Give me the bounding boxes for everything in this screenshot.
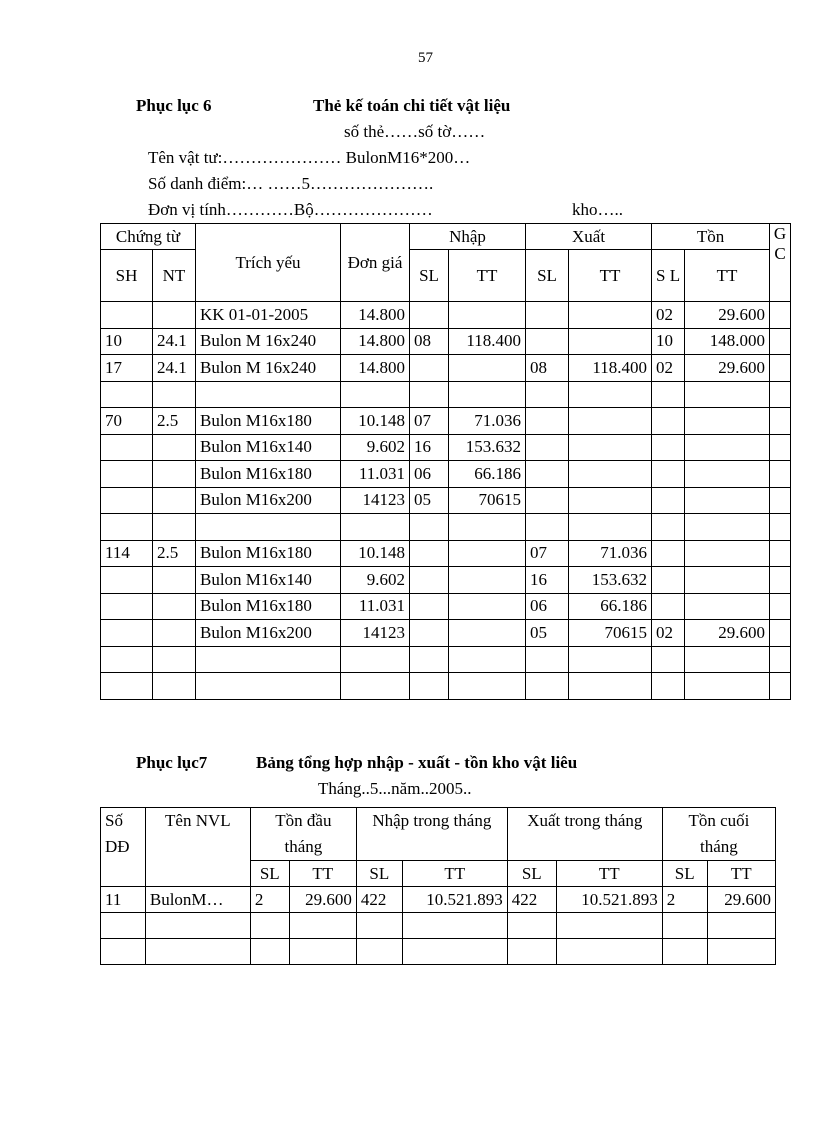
cell-price xyxy=(341,646,410,673)
header-export-sl: SL xyxy=(526,250,569,302)
cell-sh xyxy=(101,646,153,673)
cell-gc xyxy=(770,567,791,594)
cell-out-sl xyxy=(526,646,569,673)
cell-in-sl xyxy=(410,593,449,620)
cell-in-sl: 422 xyxy=(356,887,402,913)
cell-in-sl xyxy=(356,913,402,939)
cell-in-tt xyxy=(449,593,526,620)
cell-out-tt xyxy=(569,381,652,408)
cell-in-tt xyxy=(449,673,526,700)
header-nt: NT xyxy=(153,250,196,302)
summary-table xyxy=(100,807,776,965)
cell-nt xyxy=(153,567,196,594)
cell-out-tt: 10.521.893 xyxy=(556,887,662,913)
cell-price: 14123 xyxy=(341,620,410,647)
item-code-line: Số danh điểm:… ……5…………………. xyxy=(148,174,434,193)
header-stock: Tồn xyxy=(652,224,770,250)
cell-st-tt xyxy=(685,514,770,541)
cell-cl-sl: 2 xyxy=(662,887,707,913)
cell-in-tt xyxy=(449,302,526,329)
cell-in-tt xyxy=(449,381,526,408)
cell-st-sl xyxy=(652,514,685,541)
cell-desc xyxy=(196,381,341,408)
cell-nt xyxy=(153,620,196,647)
header-export-tt: TT xyxy=(569,250,652,302)
cell-out-sl: 08 xyxy=(526,355,569,382)
cell-price: 10.148 xyxy=(341,408,410,435)
header-stock-tt: TT xyxy=(685,250,770,302)
header-note: G C xyxy=(770,224,791,302)
cell-nt xyxy=(153,487,196,514)
cell-sh: 17 xyxy=(101,355,153,382)
cell-st-tt xyxy=(685,381,770,408)
cell-gc xyxy=(770,620,791,647)
cell-cl-sl xyxy=(662,913,707,939)
table-row xyxy=(101,487,791,514)
cell-desc xyxy=(196,646,341,673)
cell-desc: KK 01-01-2005 xyxy=(196,302,341,329)
cell-nt xyxy=(153,646,196,673)
cell-out-sl: 05 xyxy=(526,620,569,647)
table-row xyxy=(101,620,791,647)
cell-price: 9.602 xyxy=(341,434,410,461)
cell-out-sl xyxy=(526,408,569,435)
cell-code: 11 xyxy=(101,887,146,913)
header-cl-tt: TT xyxy=(707,861,775,887)
cell-gc xyxy=(770,434,791,461)
cell-in-sl: 06 xyxy=(410,461,449,488)
cell-in-sl xyxy=(410,620,449,647)
cell-price: 14.800 xyxy=(341,355,410,382)
table-row xyxy=(101,381,791,408)
cell-gc xyxy=(770,487,791,514)
cell-st-tt: 29.600 xyxy=(685,302,770,329)
cell-sh: 114 xyxy=(101,540,153,567)
cell-desc: Bulon M 16x240 xyxy=(196,355,341,382)
cell-in-tt xyxy=(449,540,526,567)
cell-op-sl xyxy=(250,939,289,965)
cell-price: 14.800 xyxy=(341,328,410,355)
cell-sh xyxy=(101,620,153,647)
cell-price: 11.031 xyxy=(341,593,410,620)
cell-in-tt xyxy=(402,913,507,939)
cell-st-tt: 29.600 xyxy=(685,355,770,382)
cell-gc xyxy=(770,673,791,700)
cell-out-tt xyxy=(569,302,652,329)
cell-sh xyxy=(101,567,153,594)
cell-in-tt: 66.186 xyxy=(449,461,526,488)
table-row xyxy=(101,540,791,567)
cell-st-tt xyxy=(685,540,770,567)
unit-line: Đơn vị tính…………Bộ………………… xyxy=(148,200,433,219)
cell-gc xyxy=(770,408,791,435)
appendix7-title: Bảng tổng hợp nhập - xuất - tồn kho vật liêu xyxy=(256,753,578,772)
header-in-sl: SL xyxy=(356,861,402,887)
cell-in-sl: 16 xyxy=(410,434,449,461)
cell-cl-sl xyxy=(662,939,707,965)
cell-in-tt: 118.400 xyxy=(449,328,526,355)
cell-sh: 70 xyxy=(101,408,153,435)
cell-price: 14.800 xyxy=(341,302,410,329)
cell-nt xyxy=(153,673,196,700)
cell-in-sl xyxy=(410,646,449,673)
appendix7-label: Phục lục7 xyxy=(136,753,208,772)
table-row xyxy=(101,913,776,939)
warehouse-line: kho….. xyxy=(572,200,623,219)
cell-desc: Bulon M16x140 xyxy=(196,434,341,461)
cell-in-sl: 08 xyxy=(410,328,449,355)
cell-desc: Bulon M16x180 xyxy=(196,461,341,488)
cell-out-tt: 70615 xyxy=(569,620,652,647)
cell-st-sl xyxy=(652,673,685,700)
header-in-tt: TT xyxy=(402,861,507,887)
cell-st-sl xyxy=(652,381,685,408)
table-row xyxy=(101,461,791,488)
table-row xyxy=(101,434,791,461)
cell-in-sl xyxy=(410,355,449,382)
cell-in-tt: 70615 xyxy=(449,487,526,514)
cell-out-sl: 16 xyxy=(526,567,569,594)
table-row xyxy=(101,567,791,594)
cell-out-tt xyxy=(569,408,652,435)
cell-out-tt xyxy=(569,487,652,514)
material-ledger-table xyxy=(100,223,791,700)
cell-in-tt: 71.036 xyxy=(449,408,526,435)
cell-nt xyxy=(153,381,196,408)
cell-price xyxy=(341,673,410,700)
table-row xyxy=(101,673,791,700)
header-material-name: Tên NVL xyxy=(145,808,250,887)
cell-cl-tt: 29.600 xyxy=(707,887,775,913)
cell-out-sl: 07 xyxy=(526,540,569,567)
table-row xyxy=(101,302,791,329)
cell-st-sl xyxy=(652,646,685,673)
table-row xyxy=(101,887,776,913)
cell-desc xyxy=(196,514,341,541)
cell-nt xyxy=(153,593,196,620)
cell-nt xyxy=(153,434,196,461)
cell-st-tt xyxy=(685,461,770,488)
cell-in-tt xyxy=(449,620,526,647)
cell-name xyxy=(145,939,250,965)
cell-in-tt xyxy=(449,646,526,673)
cell-out-sl xyxy=(526,434,569,461)
cell-st-tt xyxy=(685,646,770,673)
cell-st-sl: 02 xyxy=(652,302,685,329)
cell-op-tt xyxy=(289,939,356,965)
cell-st-sl: 10 xyxy=(652,328,685,355)
table-row xyxy=(101,328,791,355)
cell-out-sl xyxy=(526,328,569,355)
cell-in-tt xyxy=(449,355,526,382)
cell-st-tt: 148.000 xyxy=(685,328,770,355)
cell-out-sl xyxy=(526,302,569,329)
cell-out-tt xyxy=(569,514,652,541)
cell-cl-tt xyxy=(707,913,775,939)
cell-desc: Bulon M16x140 xyxy=(196,567,341,594)
cell-out-sl xyxy=(507,939,556,965)
header-cl-sl: SL xyxy=(662,861,707,887)
cell-gc xyxy=(770,355,791,382)
header-closing: Tồn cuối tháng xyxy=(662,808,775,861)
cell-sh xyxy=(101,381,153,408)
cell-gc xyxy=(770,540,791,567)
cell-cl-tt xyxy=(707,939,775,965)
cell-in-tt: 10.521.893 xyxy=(402,887,507,913)
header-import-month: Nhập trong tháng xyxy=(356,808,507,861)
cell-desc: Bulon M16x180 xyxy=(196,540,341,567)
cell-desc: Bulon M16x180 xyxy=(196,593,341,620)
cell-gc xyxy=(770,646,791,673)
cell-price: 11.031 xyxy=(341,461,410,488)
header-unit-price: Đơn giá xyxy=(341,224,410,302)
cell-op-sl xyxy=(250,913,289,939)
cell-out-tt xyxy=(569,328,652,355)
cell-sh xyxy=(101,487,153,514)
cell-st-sl xyxy=(652,408,685,435)
cell-gc xyxy=(770,328,791,355)
cell-op-tt xyxy=(289,913,356,939)
cell-st-sl xyxy=(652,487,685,514)
cell-nt: 24.1 xyxy=(153,328,196,355)
cell-st-tt xyxy=(685,408,770,435)
cell-in-sl xyxy=(410,540,449,567)
cell-sh xyxy=(101,461,153,488)
cell-out-sl xyxy=(526,461,569,488)
header-sh: SH xyxy=(101,250,153,302)
cell-out-sl: 06 xyxy=(526,593,569,620)
cell-sh: 10 xyxy=(101,328,153,355)
cell-gc xyxy=(770,381,791,408)
cell-out-tt xyxy=(569,461,652,488)
cell-out-sl: 422 xyxy=(507,887,556,913)
cell-sh xyxy=(101,434,153,461)
cell-name: BulonM… xyxy=(145,887,250,913)
cell-st-tt xyxy=(685,487,770,514)
cell-out-tt: 153.632 xyxy=(569,567,652,594)
cell-name xyxy=(145,913,250,939)
cell-out-sl xyxy=(507,913,556,939)
cell-in-sl xyxy=(410,381,449,408)
cell-nt xyxy=(153,461,196,488)
cell-desc: Bulon M16x200 xyxy=(196,487,341,514)
cell-gc xyxy=(770,593,791,620)
cell-in-sl xyxy=(410,673,449,700)
appendix6-title: Thẻ kế toán chi tiết vật liệu xyxy=(313,96,511,115)
header-opening: Tồn đầu tháng xyxy=(250,808,356,861)
cell-in-tt: 153.632 xyxy=(449,434,526,461)
table-row xyxy=(101,646,791,673)
cell-st-sl xyxy=(652,434,685,461)
cell-st-sl xyxy=(652,567,685,594)
cell-price: 10.148 xyxy=(341,540,410,567)
cell-nt: 2.5 xyxy=(153,540,196,567)
cell-price: 14123 xyxy=(341,487,410,514)
cell-sh xyxy=(101,302,153,329)
material-name-line: Tên vật tư:………………… BulonM16*200… xyxy=(148,148,471,167)
cell-sh xyxy=(101,673,153,700)
table-row xyxy=(101,408,791,435)
header-out-sl: SL xyxy=(507,861,556,887)
header-import-tt: TT xyxy=(449,250,526,302)
cell-nt xyxy=(153,514,196,541)
cell-nt: 24.1 xyxy=(153,355,196,382)
cell-st-tt xyxy=(685,593,770,620)
cell-nt: 2.5 xyxy=(153,408,196,435)
cell-in-sl xyxy=(410,514,449,541)
cell-out-sl xyxy=(526,673,569,700)
cell-sh xyxy=(101,514,153,541)
page-number: 57 xyxy=(418,50,433,66)
cell-out-tt xyxy=(556,913,662,939)
header-stock-sl: S L xyxy=(652,250,685,302)
cell-out-sl xyxy=(526,487,569,514)
cell-st-tt xyxy=(685,434,770,461)
cell-desc: Bulon M16x180 xyxy=(196,408,341,435)
header-out-tt: TT xyxy=(556,861,662,887)
cell-op-sl: 2 xyxy=(250,887,289,913)
cell-st-tt xyxy=(685,673,770,700)
cell-out-tt: 71.036 xyxy=(569,540,652,567)
cell-price xyxy=(341,381,410,408)
cell-out-tt xyxy=(556,939,662,965)
cell-gc xyxy=(770,461,791,488)
cell-price: 9.602 xyxy=(341,567,410,594)
period-line: Tháng..5...năm..2005.. xyxy=(318,779,472,798)
table-row xyxy=(101,355,791,382)
cell-desc xyxy=(196,673,341,700)
card-number-line: số thẻ……số tờ…… xyxy=(344,122,486,141)
appendix6-label: Phục lục 6 xyxy=(136,96,212,115)
header-voucher: Chứng từ xyxy=(101,224,196,250)
cell-op-tt: 29.600 xyxy=(289,887,356,913)
cell-in-tt xyxy=(449,514,526,541)
cell-in-sl xyxy=(410,302,449,329)
cell-in-tt xyxy=(449,567,526,594)
cell-out-tt xyxy=(569,646,652,673)
cell-desc: Bulon M16x200 xyxy=(196,620,341,647)
cell-out-tt: 118.400 xyxy=(569,355,652,382)
cell-in-sl: 05 xyxy=(410,487,449,514)
table-row xyxy=(101,514,791,541)
cell-st-sl: 02 xyxy=(652,620,685,647)
cell-price xyxy=(341,514,410,541)
header-description: Trích yếu xyxy=(196,224,341,302)
cell-st-tt: 29.600 xyxy=(685,620,770,647)
header-code: Số DĐ xyxy=(101,808,146,887)
cell-nt xyxy=(153,302,196,329)
cell-out-tt xyxy=(569,434,652,461)
cell-st-sl xyxy=(652,461,685,488)
cell-gc xyxy=(770,514,791,541)
header-export-month: Xuất trong tháng xyxy=(507,808,662,861)
header-op-sl: SL xyxy=(250,861,289,887)
cell-desc: Bulon M 16x240 xyxy=(196,328,341,355)
cell-in-sl: 07 xyxy=(410,408,449,435)
cell-out-sl xyxy=(526,514,569,541)
cell-st-sl xyxy=(652,593,685,620)
cell-sh xyxy=(101,593,153,620)
cell-st-sl: 02 xyxy=(652,355,685,382)
cell-code xyxy=(101,913,146,939)
cell-in-tt xyxy=(402,939,507,965)
cell-st-sl xyxy=(652,540,685,567)
header-import-sl: SL xyxy=(410,250,449,302)
cell-gc xyxy=(770,302,791,329)
table-row xyxy=(101,593,791,620)
cell-out-tt: 66.186 xyxy=(569,593,652,620)
table-row xyxy=(101,939,776,965)
cell-out-tt xyxy=(569,673,652,700)
cell-in-sl xyxy=(410,567,449,594)
header-import: Nhập xyxy=(410,224,526,250)
header-op-tt: TT xyxy=(289,861,356,887)
cell-in-sl xyxy=(356,939,402,965)
cell-out-sl xyxy=(526,381,569,408)
header-export: Xuất xyxy=(526,224,652,250)
cell-st-tt xyxy=(685,567,770,594)
cell-code xyxy=(101,939,146,965)
